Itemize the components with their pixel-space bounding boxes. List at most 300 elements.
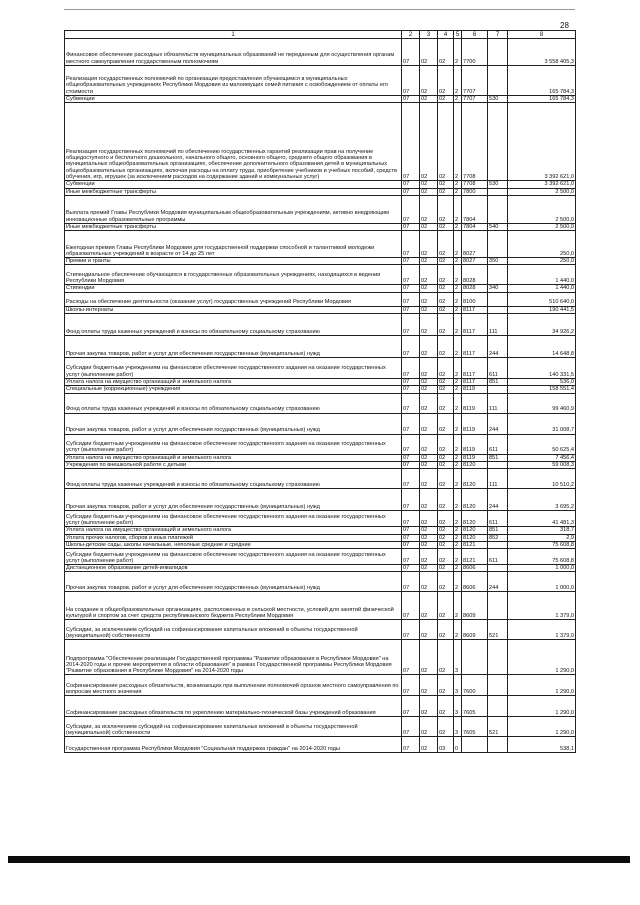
- col-header-1: 1: [65, 31, 402, 39]
- code-program: 02: [438, 181, 454, 188]
- row-name: Субсидии, за исключением субсидий на софинансирование капитальных вложений в объекты государственной (муниципальной) собственности: [65, 717, 402, 737]
- row-amount: 1 440,0: [508, 265, 576, 285]
- code-section: 07: [402, 675, 420, 696]
- code-subprogram: 2: [454, 489, 462, 511]
- code-target: 8606: [462, 565, 488, 572]
- row-amount: 2 500,0: [508, 195, 576, 223]
- code-expense-type: 521: [488, 620, 508, 640]
- code-section: 07: [402, 527, 420, 534]
- row-name: Софинансирование расходных обязательств, возникающих при выполнении полномочий органов местного самоуправления по вопросам местного значения: [65, 675, 402, 696]
- code-section: 07: [402, 66, 420, 96]
- code-expense-type: [488, 386, 508, 393]
- row-amount: 34 926,2: [508, 314, 576, 336]
- code-target: 7605: [462, 696, 488, 717]
- row-name: Субсидии бюджетным учреждениям на финансовое обеспечение государственного задания на оказание государственных услуг (выполнение работ): [65, 511, 402, 527]
- row-name: Государственная программа Республики Мордовия "Социальная поддержка граждан" на 2014-2020 годы: [65, 737, 402, 753]
- row-name: Софинансирование расходных обязательств по укреплению материально-технической базы учреждений образования: [65, 696, 402, 717]
- code-section: 07: [402, 96, 420, 103]
- code-program: 02: [438, 393, 454, 413]
- code-target: 8117: [462, 358, 488, 379]
- code-expense-type: [488, 103, 508, 181]
- code-program: 02: [438, 379, 454, 386]
- code-subsection: 02: [420, 549, 438, 565]
- code-subsection: 02: [420, 620, 438, 640]
- code-section: 07: [402, 454, 420, 461]
- code-subsection: 02: [420, 96, 438, 103]
- code-program: 02: [438, 258, 454, 265]
- row-amount: 2 500,0: [508, 188, 576, 195]
- row-amount: 1 000,0: [508, 572, 576, 592]
- code-subprogram: 2: [454, 358, 462, 379]
- code-target: 8119: [462, 393, 488, 413]
- code-subsection: 02: [420, 717, 438, 737]
- row-name: Реализация государственных полномочий по обеспечению государственных гарантий реализации прав на получение общедоступного и бесплатного дошкольного, начального общего, основного общего, среднего общего образования в муниципальных общеобразовательных организациях, обеспечение дополнительного образования детей в муниципальных общеобразовательных организациях, включая расходы на оплату труда, приобретение учебников и учебных пособий, средств обучения, игр, игрушек (за исключением расходов на содержание зданий и коммунальных услуг): [65, 103, 402, 181]
- table-row: [65, 640, 576, 675]
- row-name: Субсидии бюджетным учреждениям на финансовое обеспечение государственного задания на оказание государственных услуг (выполнение работ): [65, 358, 402, 379]
- row-name: Уплата прочих налогов, сборов и иных платежей: [65, 534, 402, 541]
- table-row: [65, 413, 576, 434]
- row-amount: 3 392 621,0: [508, 103, 576, 181]
- row-amount: 2 500,0: [508, 223, 576, 230]
- code-expense-type: 521: [488, 717, 508, 737]
- code-subsection: 02: [420, 393, 438, 413]
- row-name: Школы-детские сады, школы начальные, неполные средние и средние: [65, 541, 402, 548]
- row-name: Субвенции: [65, 181, 402, 188]
- code-target: [462, 737, 488, 753]
- row-name: Стипендии: [65, 285, 402, 292]
- code-expense-type: 611: [488, 549, 508, 565]
- code-target: 8028: [462, 285, 488, 292]
- table-row: [65, 379, 576, 386]
- code-program: 02: [438, 39, 454, 66]
- code-subprogram: 2: [454, 527, 462, 534]
- code-expense-type: 851: [488, 379, 508, 386]
- code-subprogram: 2: [454, 461, 462, 468]
- code-subprogram: 2: [454, 386, 462, 393]
- budget-table: [64, 30, 576, 753]
- code-target: 7707: [462, 96, 488, 103]
- code-subprogram: 2: [454, 265, 462, 285]
- code-target: 7600: [462, 675, 488, 696]
- table-row: [65, 231, 576, 258]
- code-expense-type: 540: [488, 223, 508, 230]
- row-amount: 1 000,0: [508, 565, 576, 572]
- code-target: 8028: [462, 265, 488, 285]
- code-subsection: 02: [420, 103, 438, 181]
- code-subsection: 02: [420, 592, 438, 620]
- code-expense-type: [488, 195, 508, 223]
- code-program: 02: [438, 527, 454, 534]
- code-program: 02: [438, 292, 454, 306]
- code-expense-type: [488, 265, 508, 285]
- code-expense-type: [488, 292, 508, 306]
- row-amount: 1 440,0: [508, 285, 576, 292]
- code-expense-type: 611: [488, 511, 508, 527]
- row-amount: 2,9: [508, 534, 576, 541]
- code-subprogram: 3: [454, 696, 462, 717]
- code-section: 07: [402, 565, 420, 572]
- code-subprogram: 2: [454, 66, 462, 96]
- code-subprogram: 2: [454, 620, 462, 640]
- table-row: [65, 527, 576, 534]
- row-name: Уплата налога на имущество организаций и земельного налога: [65, 527, 402, 534]
- row-name: Премии и гранты: [65, 258, 402, 265]
- code-target: 8119: [462, 386, 488, 393]
- code-program: 02: [438, 434, 454, 454]
- code-subsection: 02: [420, 461, 438, 468]
- code-program: 02: [438, 489, 454, 511]
- code-program: 02: [438, 231, 454, 258]
- code-target: 8117: [462, 379, 488, 386]
- code-expense-type: 244: [488, 489, 508, 511]
- code-target: 8121: [462, 541, 488, 548]
- code-expense-type: [488, 565, 508, 572]
- code-subprogram: 0: [454, 737, 462, 753]
- code-expense-type: 350: [488, 258, 508, 265]
- code-subprogram: 2: [454, 592, 462, 620]
- code-section: 07: [402, 223, 420, 230]
- row-name: Прочая закупка товаров, работ и услуг для обеспечения государственных (муниципальных) нужд: [65, 336, 402, 358]
- header-row: [65, 31, 576, 39]
- code-section: 07: [402, 103, 420, 181]
- code-subprogram: 2: [454, 103, 462, 181]
- table-row: [65, 620, 576, 640]
- code-section: 07: [402, 314, 420, 336]
- code-expense-type: 611: [488, 358, 508, 379]
- code-subsection: 02: [420, 358, 438, 379]
- code-program: 02: [438, 103, 454, 181]
- code-subsection: 02: [420, 336, 438, 358]
- code-program: 02: [438, 640, 454, 675]
- code-subsection: 02: [420, 66, 438, 96]
- code-subprogram: 2: [454, 306, 462, 313]
- code-subprogram: 2: [454, 541, 462, 548]
- code-program: 02: [438, 413, 454, 434]
- col-header-6: 6: [462, 31, 488, 39]
- row-name: Фонд оплаты труда казенных учреждений и взносы по обязательному социальному страхованию: [65, 393, 402, 413]
- code-target: 8120: [462, 534, 488, 541]
- code-subsection: 02: [420, 379, 438, 386]
- code-section: 07: [402, 511, 420, 527]
- table-row: [65, 66, 576, 96]
- row-name: Реализация государственных полномочий по организации предоставления обучающимся в муниципальных общеобразовательных учреждениях Республики Мордовия из малоимущих семей питания с освобождением от оплаты его стоимости: [65, 66, 402, 96]
- row-name: Прочая закупка товаров, работ и услуг для обеспечения государственных (муниципальных) нужд: [65, 413, 402, 434]
- table-row: [65, 103, 576, 181]
- row-name: Финансовое обеспечение расходных обязательств муниципальных образований не переданным для осуществления органам местного самоуправления государственным полномочиям: [65, 39, 402, 66]
- code-program: 02: [438, 696, 454, 717]
- code-program: 02: [438, 565, 454, 572]
- table-body: [65, 39, 576, 753]
- code-target: 8606: [462, 572, 488, 592]
- bottom-scan-bar: [8, 856, 630, 863]
- code-section: 07: [402, 534, 420, 541]
- code-subprogram: 2: [454, 572, 462, 592]
- row-amount: 140 331,5: [508, 358, 576, 379]
- code-section: 07: [402, 285, 420, 292]
- code-expense-type: [488, 231, 508, 258]
- row-name: Иные межбюджетные трансферты: [65, 188, 402, 195]
- page-number: 28: [560, 21, 569, 30]
- row-name: Уплата налога на имущество организаций и земельного налога: [65, 379, 402, 386]
- table-row: [65, 195, 576, 223]
- code-target: 7707: [462, 66, 488, 96]
- code-subsection: 02: [420, 454, 438, 461]
- code-expense-type: 111: [488, 393, 508, 413]
- code-expense-type: [488, 696, 508, 717]
- code-subprogram: 2: [454, 534, 462, 541]
- table-row: [65, 393, 576, 413]
- table-row: [65, 511, 576, 527]
- row-amount: 510 640,0: [508, 292, 576, 306]
- code-section: 07: [402, 181, 420, 188]
- code-target: 8609: [462, 620, 488, 640]
- code-section: 07: [402, 393, 420, 413]
- code-subsection: 02: [420, 696, 438, 717]
- code-target: 8119: [462, 454, 488, 461]
- code-target: 7804: [462, 223, 488, 230]
- code-program: 02: [438, 314, 454, 336]
- code-program: 02: [438, 336, 454, 358]
- row-name: Подпрограмма "Обеспечение реализации Государственной программы "Развитие образования в Республике Мордовия" на 2014-2020 годы и прочие мероприятия в области образования" в рамках Государственной программы Республики Мордовия "Развитие образования в Республике Мордовия" на 2014-2020 годы: [65, 640, 402, 675]
- code-program: 02: [438, 511, 454, 527]
- row-amount: 31 008,7: [508, 413, 576, 434]
- table-row: [65, 534, 576, 541]
- code-target: 7708: [462, 103, 488, 181]
- row-amount: 14 648,8: [508, 336, 576, 358]
- code-subprogram: 3: [454, 675, 462, 696]
- row-name: Субсидии бюджетным учреждениям на финансовое обеспечение государственного задания на оказание государственных услуг (выполнение работ): [65, 549, 402, 565]
- code-section: 07: [402, 620, 420, 640]
- table-row: [65, 292, 576, 306]
- code-program: 02: [438, 306, 454, 313]
- table-row: [65, 572, 576, 592]
- code-section: 07: [402, 461, 420, 468]
- code-subsection: 02: [420, 188, 438, 195]
- code-target: 7605: [462, 717, 488, 737]
- row-name: Стипендиальное обеспечение обучающихся в государственных образовательных учреждениях, находящихся в ведении Республики Мордовия: [65, 265, 402, 285]
- code-subprogram: 2: [454, 188, 462, 195]
- code-subsection: 02: [420, 489, 438, 511]
- col-header-4: 4: [438, 31, 454, 39]
- code-subprogram: 2: [454, 285, 462, 292]
- code-target: 8609: [462, 592, 488, 620]
- table-row: [65, 717, 576, 737]
- code-subprogram: 2: [454, 292, 462, 306]
- table-row: [65, 737, 576, 753]
- code-subprogram: 2: [454, 413, 462, 434]
- code-program: 02: [438, 188, 454, 195]
- code-target: 8119: [462, 434, 488, 454]
- code-program: 02: [438, 66, 454, 96]
- table-row: [65, 489, 576, 511]
- code-program: 02: [438, 285, 454, 292]
- code-program: 02: [438, 675, 454, 696]
- code-subsection: 02: [420, 223, 438, 230]
- code-expense-type: 851: [488, 527, 508, 534]
- code-section: 07: [402, 292, 420, 306]
- code-section: 07: [402, 541, 420, 548]
- code-target: 8027: [462, 231, 488, 258]
- code-program: 02: [438, 265, 454, 285]
- code-subprogram: 3: [454, 717, 462, 737]
- code-expense-type: [488, 39, 508, 66]
- code-subprogram: 2: [454, 469, 462, 489]
- row-amount: 41 481,3: [508, 511, 576, 527]
- code-subsection: 02: [420, 565, 438, 572]
- code-target: 8117: [462, 306, 488, 313]
- row-name: Субвенции: [65, 96, 402, 103]
- code-subsection: 02: [420, 434, 438, 454]
- code-expense-type: 852: [488, 534, 508, 541]
- code-program: 02: [438, 461, 454, 468]
- code-target: 8027: [462, 258, 488, 265]
- row-amount: 318,7: [508, 527, 576, 534]
- code-section: 07: [402, 549, 420, 565]
- row-amount: 1 290,0: [508, 696, 576, 717]
- code-subsection: 02: [420, 737, 438, 753]
- table-row: [65, 592, 576, 620]
- code-subprogram: 2: [454, 454, 462, 461]
- row-name: Прочая закупка товаров, работ и услуг для обеспечения государственных (муниципальных) нужд: [65, 489, 402, 511]
- code-subsection: 02: [420, 572, 438, 592]
- code-subsection: 02: [420, 675, 438, 696]
- row-amount: 250,0: [508, 258, 576, 265]
- row-amount: 1 290,0: [508, 717, 576, 737]
- row-name: На создание в общеобразовательных организациях, расположенных в сельской местности, условий для занятий физической культурой и спортом за счет средств республиканского бюджета Республики Мордовия: [65, 592, 402, 620]
- row-amount: 10 510,2: [508, 469, 576, 489]
- row-amount: 1 379,0: [508, 620, 576, 640]
- code-target: 8117: [462, 314, 488, 336]
- code-section: 07: [402, 469, 420, 489]
- row-amount: 75 608,8: [508, 549, 576, 565]
- table-row: [65, 434, 576, 454]
- code-expense-type: 244: [488, 572, 508, 592]
- code-subsection: 02: [420, 534, 438, 541]
- code-program: 02: [438, 620, 454, 640]
- row-name: Фонд оплаты труда казенных учреждений и взносы по обязательному социальному страхованию: [65, 314, 402, 336]
- code-subprogram: 2: [454, 231, 462, 258]
- code-subsection: 02: [420, 231, 438, 258]
- code-section: 07: [402, 737, 420, 753]
- row-amount: 538,1: [508, 737, 576, 753]
- code-section: 07: [402, 434, 420, 454]
- code-expense-type: 340: [488, 285, 508, 292]
- code-subsection: 02: [420, 306, 438, 313]
- code-section: 07: [402, 358, 420, 379]
- code-subprogram: 2: [454, 393, 462, 413]
- row-amount: 75 608,8: [508, 541, 576, 548]
- table-row: [65, 39, 576, 66]
- code-expense-type: 530: [488, 96, 508, 103]
- code-section: 07: [402, 195, 420, 223]
- code-section: 07: [402, 306, 420, 313]
- code-section: 07: [402, 696, 420, 717]
- code-program: 02: [438, 549, 454, 565]
- code-subsection: 02: [420, 265, 438, 285]
- row-name: Фонд оплаты труда казенных учреждений и взносы по обязательному социальному страхованию: [65, 469, 402, 489]
- code-subsection: 02: [420, 469, 438, 489]
- code-expense-type: [488, 66, 508, 96]
- code-expense-type: [488, 675, 508, 696]
- col-header-2: 2: [402, 31, 420, 39]
- code-program: 02: [438, 592, 454, 620]
- code-program: 02: [438, 469, 454, 489]
- row-amount: 1 379,0: [508, 592, 576, 620]
- code-program: 02: [438, 195, 454, 223]
- col-header-7: 7: [488, 31, 508, 39]
- row-amount: 50 625,4: [508, 434, 576, 454]
- code-program: 02: [438, 386, 454, 393]
- code-target: 8120: [462, 489, 488, 511]
- code-section: 07: [402, 592, 420, 620]
- col-header-5: 5: [454, 31, 462, 39]
- col-header-8: 8: [508, 31, 576, 39]
- row-amount: 165 784,3: [508, 66, 576, 96]
- code-subprogram: 2: [454, 379, 462, 386]
- code-subsection: 02: [420, 39, 438, 66]
- code-program: 02: [438, 454, 454, 461]
- row-amount: 99 460,9: [508, 393, 576, 413]
- table-row: [65, 223, 576, 230]
- row-amount: 250,0: [508, 231, 576, 258]
- code-program: 02: [438, 96, 454, 103]
- table-row: [65, 696, 576, 717]
- code-section: 07: [402, 39, 420, 66]
- row-name: Ежегодная премия Главы Республики Мордовия для государственной поддержки способной и талантливой молодежи образовательных учреждений в возрасте от 14 до 25 лет: [65, 231, 402, 258]
- code-subprogram: 2: [454, 181, 462, 188]
- code-section: 07: [402, 379, 420, 386]
- row-amount: 190 441,5: [508, 306, 576, 313]
- code-target: 8120: [462, 511, 488, 527]
- code-expense-type: [488, 306, 508, 313]
- code-expense-type: [488, 737, 508, 753]
- code-section: 07: [402, 258, 420, 265]
- code-subsection: 02: [420, 181, 438, 188]
- table-row: [65, 461, 576, 468]
- code-subsection: 02: [420, 527, 438, 534]
- row-name: Дистанционное образование детей-инвалидов: [65, 565, 402, 572]
- code-target: 8121: [462, 549, 488, 565]
- code-expense-type: [488, 640, 508, 675]
- code-section: 07: [402, 386, 420, 393]
- code-section: 07: [402, 489, 420, 511]
- row-amount: 3 695,2: [508, 489, 576, 511]
- table-row: [65, 306, 576, 313]
- code-section: 07: [402, 265, 420, 285]
- code-subprogram: 2: [454, 39, 462, 66]
- code-program: 02: [438, 534, 454, 541]
- row-amount: 3 558 405,3: [508, 39, 576, 66]
- row-amount: 7 456,4: [508, 454, 576, 461]
- code-subprogram: 2: [454, 96, 462, 103]
- code-subsection: 02: [420, 511, 438, 527]
- table-row: [65, 188, 576, 195]
- table-row: [65, 469, 576, 489]
- code-subsection: 02: [420, 541, 438, 548]
- top-rule: [64, 9, 575, 10]
- code-section: 07: [402, 572, 420, 592]
- code-expense-type: [488, 188, 508, 195]
- row-name: Выплата премий Главы Республики Мордовия муниципальным общеобразовательным учреждениям, активно внедряющим инновационные образовательные программы: [65, 195, 402, 223]
- code-expense-type: 111: [488, 469, 508, 489]
- code-target: 7708: [462, 181, 488, 188]
- table-row: [65, 541, 576, 548]
- row-amount: 165 784,3: [508, 96, 576, 103]
- table-row: [65, 96, 576, 103]
- code-subprogram: 2: [454, 258, 462, 265]
- code-subsection: 02: [420, 386, 438, 393]
- code-expense-type: 244: [488, 336, 508, 358]
